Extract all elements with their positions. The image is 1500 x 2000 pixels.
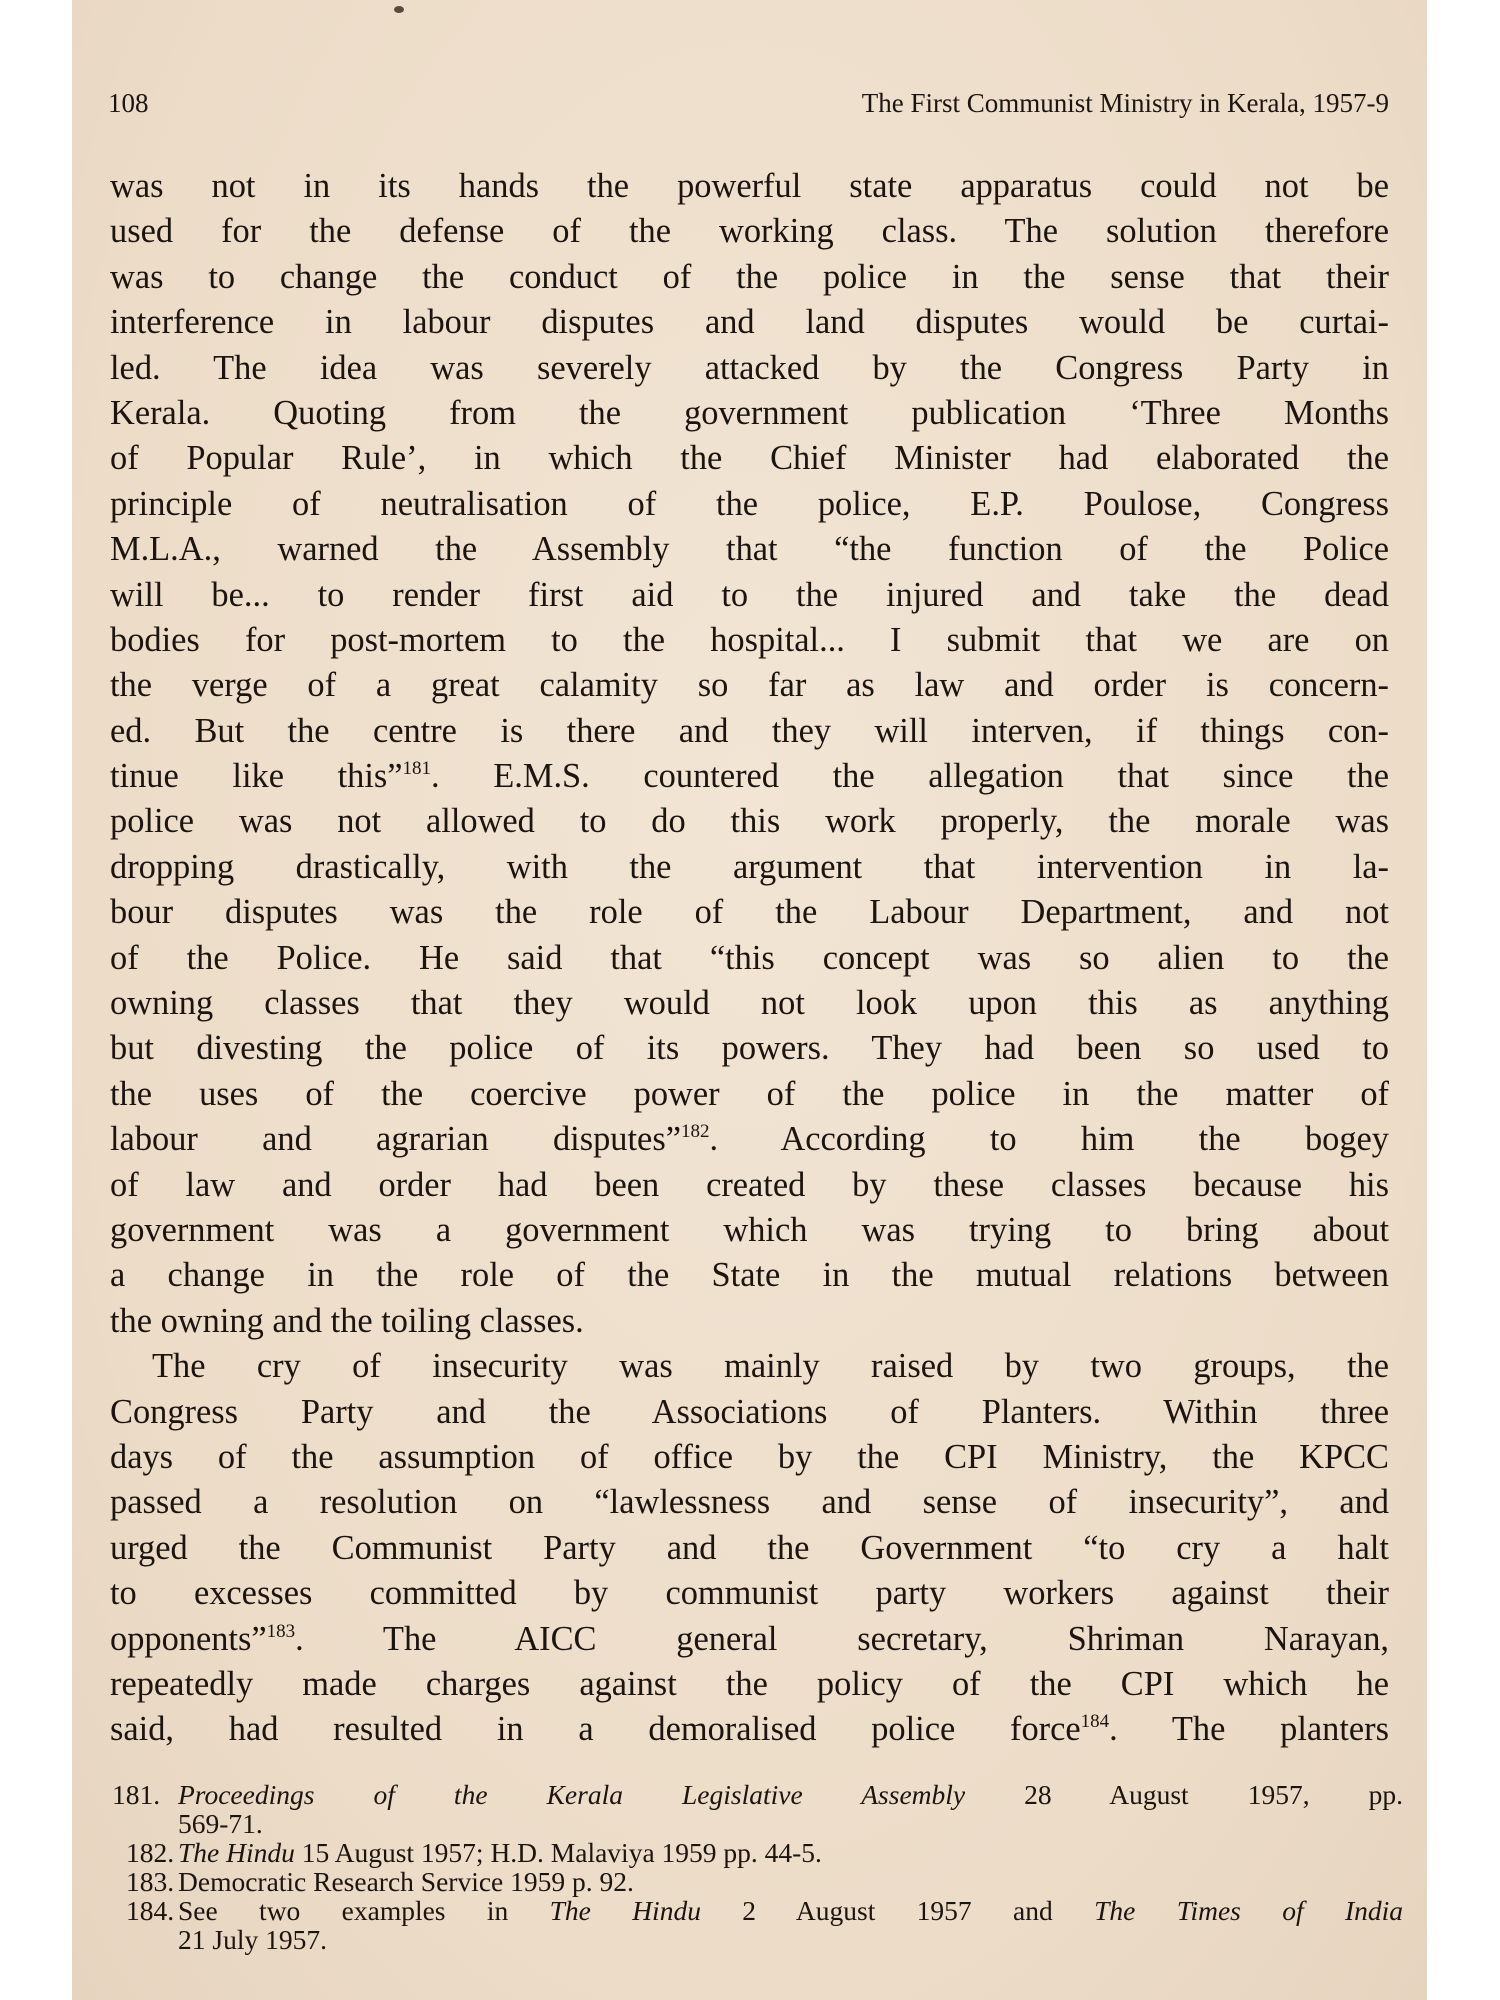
text-segment: . The AICC general secretary, Shriman Narayan, [295,1619,1389,1658]
text-line: the owning and the toiling classes. [110,1301,584,1340]
text-line: Kerala. Quoting from the government publication ‘Three Months [110,393,1389,432]
text-segment: said, had resulted in a demoralised police force [110,1710,1081,1749]
text-line: interference in labour disputes and land disputes would be curtai- [110,303,1389,342]
citation-detail: 15 August 1957; H.D. Malaviya 1959 pp. 44-5. [294,1837,822,1868]
text-line [110,1617,1389,1662]
footnote-182 [112,1838,1403,1867]
book-page [72,0,1427,2000]
page-header [108,88,1389,124]
footnote-number: 181. [112,1779,161,1810]
text-line: the uses of the coercive power of the police in the matter of [110,1074,1389,1113]
footnote-ref: 184 [1080,1711,1110,1733]
text-line: led. The idea was severely attacked by the Congress Party in [110,348,1389,387]
footnote-line [178,1780,1403,1809]
footnote-line: 21 July 1957. [178,1924,327,1955]
text-segment: labour and agrarian disputes” [110,1120,681,1159]
footnote-number: 182. [126,1837,175,1868]
text-line: of the Police. He said that “this concept was so alien to the [110,938,1389,977]
text-line: bour disputes was the role of the Labour Department, and not [110,893,1389,932]
footnote-text [178,1867,1403,1896]
footnote-ref: 182 [680,1121,710,1143]
footnote-text [178,1896,1403,1954]
text-line: a change in the role of the State in the mutual relations between [110,1256,1389,1295]
footnote-text [178,1780,1403,1838]
text-segment: . E.M.S. countered the allegation that since the [431,757,1389,796]
footnote-number: 183. [126,1866,175,1897]
text-line: government was a government which was trying to bring about [110,1210,1389,1249]
text-line: but divesting the police of its powers. They had been so used to [110,1029,1389,1068]
text-line: The cry of insecurity was mainly raised by two groups, the [152,1347,1389,1386]
running-title: The First Communist Ministry in Kerala, 1957-9 [861,88,1389,118]
citation-detail: 28 August 1957, pp. [965,1779,1404,1810]
text-segment: . According to him the bogey [709,1120,1389,1159]
footnote-line: 569-71. [178,1808,263,1839]
text-line: dropping drastically, with the argument that intervention in la- [110,847,1389,886]
text-line: bodies for post-mortem to the hospital... I submit that we are on [110,620,1389,659]
text-segment: opponents” [110,1619,267,1658]
footnote-line: Democratic Research Service 1959 p. 92. [178,1866,634,1897]
text-line: days of the assumption of office by the CPI Ministry, the KPCC [110,1437,1389,1476]
text-line: M.L.A., warned the Assembly that “the function of the Police [110,530,1389,569]
text-line: will be... to render first aid to the injured and take the dead [110,575,1389,614]
citation-title: Proceedings of the Kerala Legislative Assembly [178,1779,966,1810]
text-line: ed. But the centre is there and they will interven, if things con- [110,711,1389,750]
text-segment: . The planters [1109,1710,1389,1749]
body-text [110,164,1389,1753]
print-speck [394,6,404,13]
text-line [110,754,1389,799]
text-line: to excesses committed by communist party workers against their [110,1574,1389,1613]
text-line: police was not allowed to do this work properly, the morale was [110,802,1389,841]
footnotes [112,1780,1403,1954]
citation-title: The Hindu [178,1837,295,1868]
text-line: used for the defense of the working class. The solution therefore [110,212,1389,251]
text-line: urged the Communist Party and the Government “to cry a halt [110,1528,1389,1567]
text-line: the verge of a great calamity so far as law and order is concern- [110,666,1389,705]
text-line: passed a resolution on “lawlessness and sense of insecurity”, and [110,1483,1389,1522]
text-line: of Popular Rule’, in which the Chief Minister had elaborated the [110,439,1389,478]
text-line: of law and order had been created by these classes because his [110,1165,1389,1204]
footnote-number: 184. [126,1895,175,1926]
footnote-181 [112,1780,1403,1838]
footnote-line [178,1896,1403,1925]
text-line [110,1707,1389,1752]
text-line: was not in its hands the powerful state apparatus could not be [110,167,1389,205]
page-number: 108 [108,88,149,118]
footnote-line [178,1838,1403,1867]
footnote-184 [112,1896,1403,1954]
text-line: Congress Party and the Associations of Planters. Within three [110,1392,1389,1431]
text-line: principle of neutralisation of the police, E.P. Poulose, Congress [110,484,1389,523]
footnote-ref: 183 [266,1620,296,1642]
text-line: repeatedly made charges against the policy of the CPI which he [110,1664,1389,1703]
text-segment: tinue like this” [110,757,403,796]
citation-detail: 2 August 1957 and [700,1895,1095,1926]
text-line [110,1117,1389,1162]
citation-detail: See two examples in [178,1895,550,1926]
footnote-text [178,1838,1403,1867]
footnote-ref: 181 [402,758,432,780]
citation-title: The Hindu [549,1895,701,1926]
text-line: was to change the conduct of the police in the sense that their [110,257,1389,296]
text-line: owning classes that they would not look upon this as anything [110,984,1389,1023]
footnote-183 [112,1867,1403,1896]
citation-title: The Times of India [1094,1895,1404,1926]
